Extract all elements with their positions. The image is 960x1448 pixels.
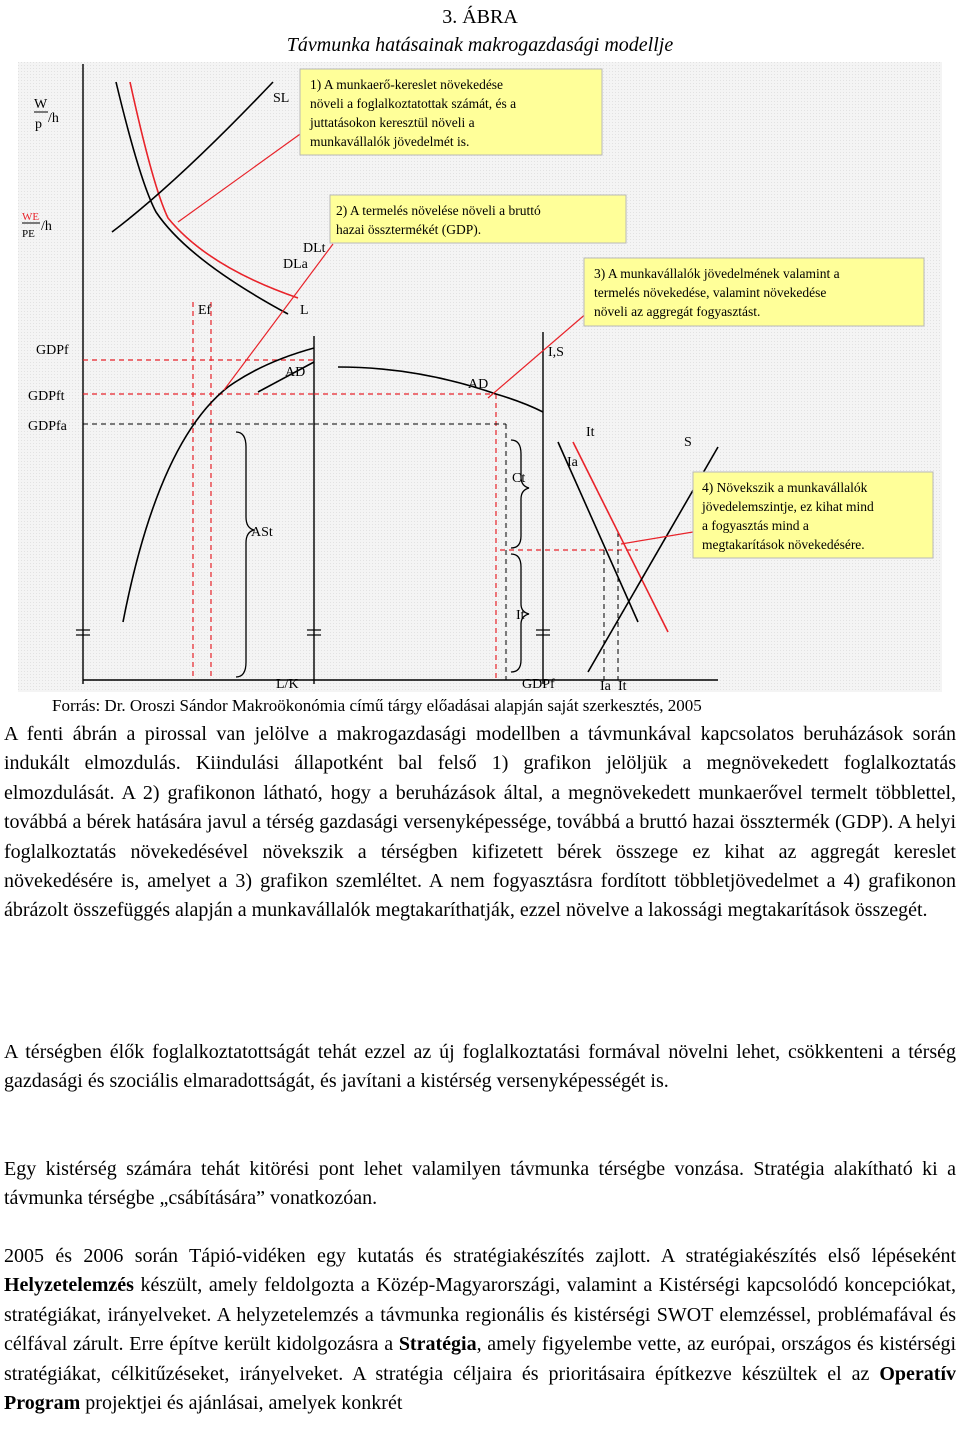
ast-label: ASt [251,525,273,540]
figure-title: Távmunka hatásainak makrogazdasági modellje [286,34,674,56]
ia-axis-label: Ia [600,679,611,692]
text-run: 2005 és 2006 során Tápió-vidéken egy kutatás és stratégiakészítés zajlott. A stratégiakészítés első lépéseként [4,1245,956,1267]
callout-2-line-2: hazai össztermékét (GDP). [336,222,482,237]
callout-4-line-2: jövedelemszintje, ez kihat mind [702,499,874,514]
bold-term: Operatív Program [4,1362,956,1415]
wp-label-suffix: /h [48,111,59,126]
text-run: készült, amely feldolgozta a Közép-Magyarországi, valamint a Kistérségi kapcsolódó koncepciókat, stratégiákat, irányelveket. A helyzetelemzés a távmunka regionális és kistérségi SWOT elemzéssel, problémafával és célfával zárult. Erre építve került kidolgozásra a [4,1274,956,1356]
text-run: A térségben élők foglalkoztatottságát tehát ezzel az új foglalkoztatási formával növelni lehet, csökkenteni a térség gazdasági és szociális elmaradottságát, és javítani a kistérség versenyképességét is. [4,1041,956,1093]
callout-4-line-4: megtakarítások növekedésére. [702,537,865,552]
text-run: Egy kistérség számára tehát kitörési pont lehet valamilyen távmunka térségbe vonzása. Stratégia alakítható ki a távmunka térségbe „csábítására” vonatkozóan. [4,1158,956,1210]
gdpft-label: GDPft [28,389,65,404]
ad-label-right: AD [468,377,489,392]
paragraph-2 [4,1038,956,1097]
it-label-top: It [586,425,595,440]
dlt-label: DLt [303,241,326,256]
gdpf-label: GDPf [36,343,69,358]
callout-3-line-3: növeli az aggregát fogyasztást. [594,304,761,319]
ct-label: Ct [512,471,526,486]
callout-1-line-4: munkavállalók jövedelmét is. [310,134,470,149]
callout-3-line-2: termelés növekedése, valamint növekedése [594,285,827,300]
ad-label-left: AD [285,365,306,380]
callout-3 [584,258,924,326]
paragraph-3 [4,1155,956,1214]
wp-label-den: p [35,117,42,132]
callout-4 [693,472,933,558]
wep-label-suffix: /h [41,219,52,234]
paragraph-4 [4,1242,956,1418]
text-run: A fenti ábrán a pirossal van jelölve a makrogazdasági modellben a távmunkával kapcsolatos beruházások során indukált elmozdulás. Kiindulási állapotként bal felső 1) grafikon jelöljük a megnövekedett foglalkoztatás elmozdulását. A 2) grafikonon látható, hogy a beruházások által, a megnövekedett munkaerővel termelt többlettel, továbbá a bérek hatására javul a térség gazdasági versenyképessége, továbbá a bruttó hazai össztermék (GDP). A helyi foglalkoztatás növekedésével növekszik a térségben kifizetett bérek összege ez kihat az aggregát kereslet növekedésére is, amelyet a 3) grafikon szemléltet. A nem fogyasztásra fordított többletjövedelmet a 4) grafikonon ábrázolt összefüggés alapján a munkavállalók megtakaríthatják, ezzel növelve a lakossági megtakarítások összegét. [4,723,956,922]
bold-term: Stratégia [398,1333,477,1356]
macro-model-diagram [18,62,942,692]
callout-1 [300,69,602,155]
l-label: L [300,303,309,318]
sl-label: SL [273,91,290,106]
callout-2 [330,195,626,243]
gdpfa-label: GDPfa [28,419,67,434]
callout-3-line-1: 3) A munkavállalók jövedelmének valamint a [594,266,840,281]
dla-label: DLa [283,257,308,272]
it-label-mid: It [516,608,525,623]
text-run: projektjei és ajánlásai, amelyek konkrét [80,1392,403,1415]
is-label: I,S [548,345,564,360]
wep-label-den: PE [22,228,35,240]
callout-1-line-3: juttatásokon keresztül növeli a [310,115,475,130]
ia-label-top: Ia [567,455,578,470]
figure-number: 3. ÁBRA [442,6,518,28]
it-axis-label: It [618,679,627,692]
callout-1-line-1: 1) A munkaerő-kereslet növekedése [310,77,504,92]
wep-label-num: WE [22,211,40,223]
callout-2-line-1: 2) A termelés növelése növeli a bruttó [336,203,541,218]
text-run: , amely figyelembe vette, az európai, országos és kistérségi stratégiákat, célkitűzéseket, irányelveket. A stratégia céljaira és prioritásaira építkezve készültek el az [4,1333,956,1385]
s-label: S [684,435,692,450]
bold-term: Helyzetelemzés [4,1274,134,1297]
lk-axis-label: L/K [276,677,299,692]
ef-label: Ef [198,303,212,318]
gdpf-axis-label: GDPf [522,677,555,692]
paragraph-1 [4,720,956,926]
wp-label-num: W [34,97,48,112]
callout-4-line-1: 4) Növekszik a munkavállalók [702,480,868,495]
callout-4-line-3: a fogyasztás mind a [702,518,809,533]
callout-1-line-2: növeli a foglalkoztatottak számát, és a [310,96,517,111]
figure-source: Forrás: Dr. Oroszi Sándor Makroökonómia című tárgy előadásai alapján saját szerkesztés, 2005 [52,696,702,715]
